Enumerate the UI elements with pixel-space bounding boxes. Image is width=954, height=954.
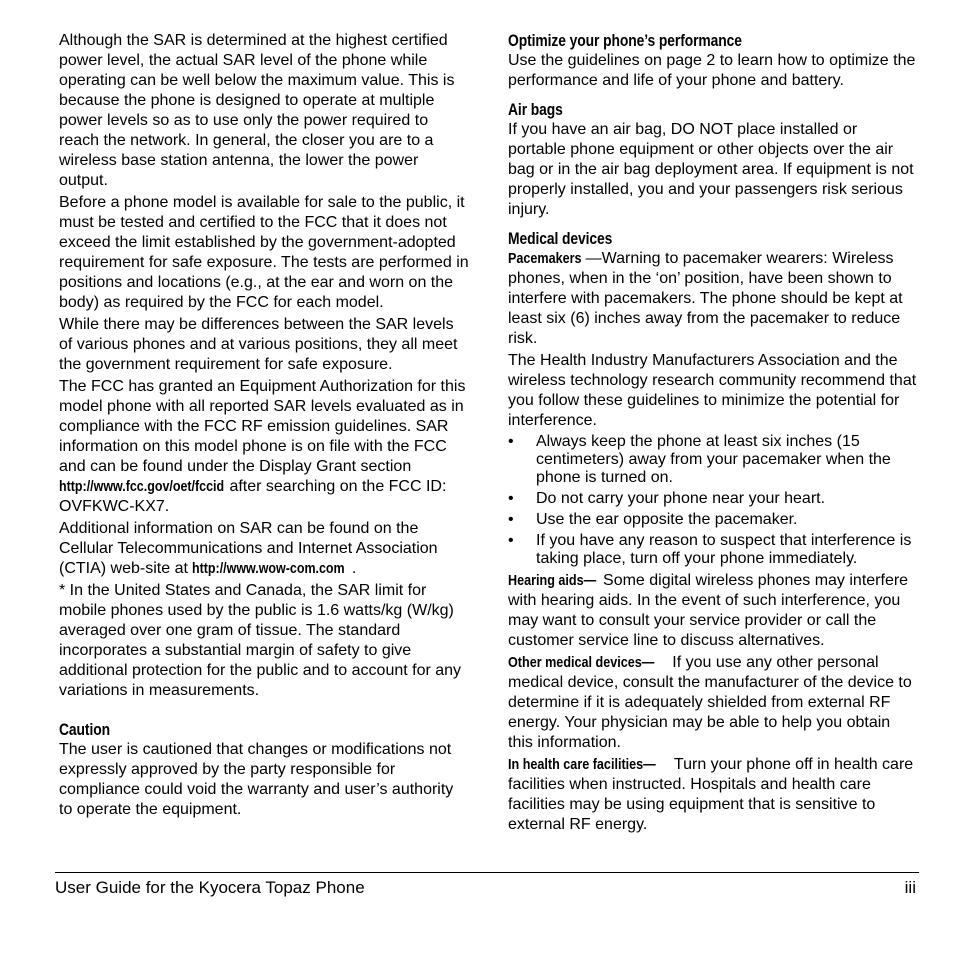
list-item-text: If you have any reason to suspect that interference is taking place, turn off your phone immediately. (536, 532, 912, 567)
page-footer (55, 872, 919, 899)
equipment-authorization-text: The FCC has granted an Equipment Authorization for this model phone with all reported SAR levels evaluated as in compliance with the FCC RF emission guidelines. SAR information on this model phone is on file with the FCC and can be found under the Display Grant section (59, 378, 466, 475)
hearing-aids-paragraph (508, 571, 918, 651)
footer-title: User Guide for the Kyocera Topaz Phone (55, 878, 365, 897)
sar-power-paragraph: Although the SAR is determined at the highest certified power level, the actual SAR level of the phone while operating can be well below the maximum value. This is because the phone is designed to operate at multiple power levels so as to use only the power required to reach the network. In general, the closer you are to a wireless base station antenna, the lower the power output. (59, 32, 455, 189)
equipment-authorization-paragraph (59, 377, 469, 517)
page-number: iii (904, 878, 916, 897)
hearing-aids-text: Some digital wireless phones may interfere with hearing aids. In the event of such interference, you may want to consult your service provider or call the customer service line to discuss alternatives. (508, 572, 909, 649)
health-care-facilities-paragraph (508, 755, 918, 835)
hearing-aids-label: Hearing aids— (508, 572, 597, 589)
hima-paragraph: The Health Industry Manufacturers Association and the wireless technology research community recommend that you follow these guidelines to minimize the potential for interference. (508, 352, 917, 429)
ctia-link[interactable]: http://www.wow-com.com (192, 561, 345, 577)
list-item-text: Use the ear opposite the pacemaker. (536, 511, 798, 528)
sar-differences-paragraph: While there may be differences between the SAR levels of various phones and at various positions, they all meet the government requirement for safe exposure. (59, 316, 458, 373)
other-medical-devices-paragraph (508, 653, 918, 753)
list-item (508, 511, 918, 529)
other-medical-devices-label: Other medical devices— (508, 654, 655, 671)
list-item (508, 532, 918, 568)
health-care-facilities-label: In health care facilities— (508, 756, 656, 773)
list-item (508, 490, 918, 508)
ctia-paragraph (59, 519, 469, 579)
right-column (508, 31, 918, 837)
optimize-heading: Optimize your phone’s performance (508, 32, 742, 50)
left-column (59, 31, 469, 822)
medical-devices-heading: Medical devices (508, 230, 613, 248)
list-item (508, 433, 918, 487)
caution-heading: Caution (59, 721, 111, 739)
bullet-icon: • (508, 433, 514, 450)
equipment-authorization-text-end: after searching on the FCC ID: OVFKWC-KX7. (59, 478, 447, 515)
health-care-facilities-text: Turn your phone off in health care facilities when instructed. Hospitals and health care facilities may be using equipment that is sensitive to external RF energy. (508, 756, 914, 833)
ctia-text: Additional information on SAR can be found on the Cellular Telecommunications and Internet Association (CTIA) web-site at (59, 520, 438, 577)
optimize-paragraph: Use the guidelines on page 2 to learn how to optimize the performance and life of your phone and battery. (508, 52, 916, 89)
sar-limit-footnote: * In the United States and Canada, the SAR limit for mobile phones used by the public is 1.6 watts/kg (W/kg) averaged over one gram of tissue. The standard incorporates a substantial margin of safety to give additional protection for the public and to account for any variations in measurements. (59, 582, 462, 699)
fcc-testing-paragraph: Before a phone model is available for sale to the public, it must be tested and certified to the FCC that it does not exceed the limit established by the government-adopted requirement for safe exposure. The tests are performed in positions and locations (e.g., at the ear and worn on the body) as required by the FCC for each model. (59, 194, 469, 311)
airbags-heading: Air bags (508, 101, 563, 119)
fcc-link[interactable]: http://www.fcc.gov/oet/fccid (59, 479, 225, 495)
bullet-icon: • (508, 532, 514, 549)
bullet-icon: • (508, 511, 514, 528)
pacemaker-guidelines-list (508, 433, 918, 568)
airbags-paragraph: If you have an air bag, DO NOT place installed or portable phone equipment or other objects over the air bag or in the air bag deployment area. If equipment is not properly installed, you and your passengers risk serious injury. (508, 121, 914, 218)
caution-paragraph: The user is cautioned that changes or modifications not expressly approved by the party responsible for compliance could void the warranty and user’s authority to operate the equipment. (59, 741, 454, 818)
pacemakers-text: —Warning to pacemaker wearers: Wireless phones, when in the ‘on’ position, have been shown to interfere with pacemakers. The phone should be kept at least six (6) inches away from the pacemaker to reduce risk. (508, 250, 903, 347)
list-item-text: Do not carry your phone near your heart. (536, 490, 826, 507)
pacemakers-label: Pacemakers (508, 250, 582, 267)
bullet-icon: • (508, 490, 514, 507)
other-medical-devices-text: If you use any other personal medical device, consult the manufacturer of the device to determine if it is adequately shielded from external RF energy. Your physician may be able to help you obtain this information. (508, 654, 912, 751)
list-item-text: Always keep the phone at least six inches (15 centimeters) away from your pacemaker when the phone is turned on. (536, 433, 891, 486)
ctia-text-end: . (351, 560, 357, 577)
pacemakers-paragraph (508, 249, 918, 349)
